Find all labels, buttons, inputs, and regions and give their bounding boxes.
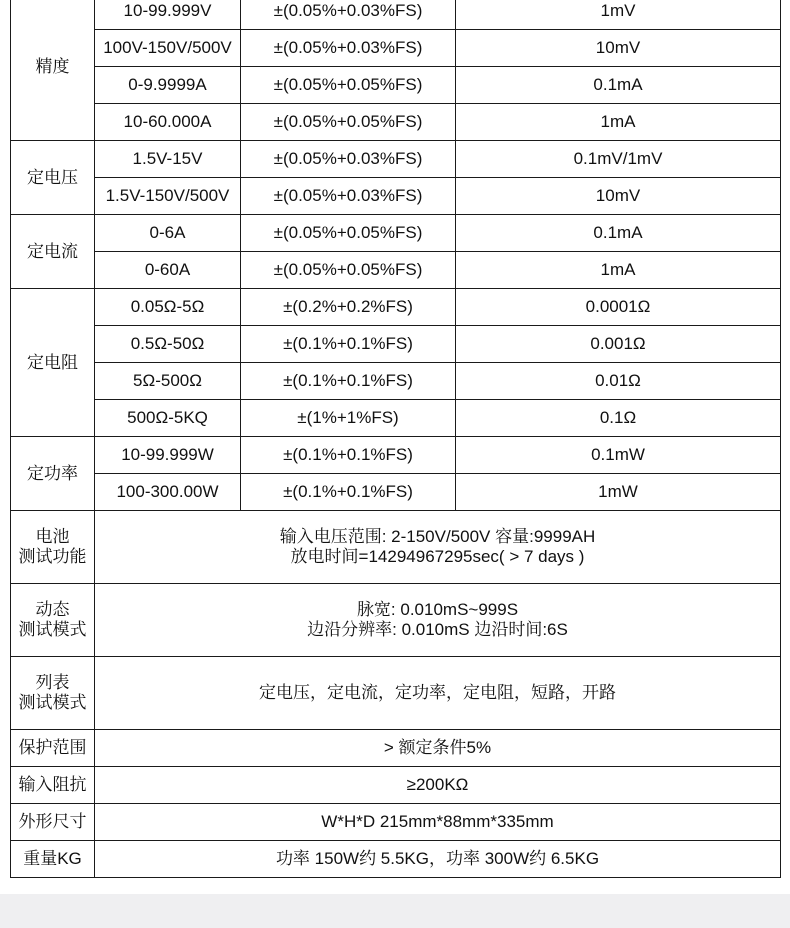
feature-row (11, 730, 781, 767)
range-cell: 500Ω-5KQ (95, 400, 241, 437)
category-cell: 定电阻 (11, 289, 95, 437)
resolution-cell: 0.1mA (456, 67, 781, 104)
feature-value-line: W*H*D 215mm*88mm*335mm (321, 812, 554, 831)
range-cell: 1.5V-150V/500V (95, 178, 241, 215)
spec-table-body (11, 0, 781, 878)
accuracy-cell: ±(0.1%+0.1%FS) (241, 363, 456, 400)
feature-value-cell (95, 584, 781, 657)
feature-label-line: 列表 (35, 673, 70, 692)
feature-value-line: 脉宽: 0.010mS~999S (356, 600, 519, 619)
bottom-margin (0, 894, 790, 928)
resolution-cell: 1mV (456, 0, 781, 30)
feature-value-cell (95, 511, 781, 584)
feature-label-line: 动态 (35, 600, 70, 619)
category-cell: 定功率 (11, 437, 95, 511)
spec-row (11, 326, 781, 363)
resolution-cell: 0.0001Ω (456, 289, 781, 326)
resolution-cell: 1mW (456, 474, 781, 511)
feature-label-cell (11, 657, 95, 730)
accuracy-cell: ±(0.2%+0.2%FS) (241, 289, 456, 326)
feature-label-line: 测试功能 (18, 547, 87, 566)
resolution-cell: 0.1Ω (456, 400, 781, 437)
feature-value-line: ≥200KΩ (406, 775, 469, 794)
resolution-cell: 10mV (456, 30, 781, 67)
range-cell: 10-99.999W (95, 437, 241, 474)
spec-table (10, 0, 781, 878)
feature-row (11, 584, 781, 657)
range-cell: 10-99.999V (95, 0, 241, 30)
feature-value-cell (95, 730, 781, 767)
feature-value-line: 边沿分辨率: 0.010mS 边沿时间:6S (307, 620, 568, 639)
range-cell: 100-300.00W (95, 474, 241, 511)
resolution-cell: 0.1mV/1mV (456, 141, 781, 178)
accuracy-cell: ±(0.05%+0.03%FS) (241, 0, 456, 30)
category-cell: 定电流 (11, 215, 95, 289)
feature-label-cell (11, 804, 95, 841)
feature-value-line: 定电压，定电流，定功率，定电阻，短路，开路 (259, 683, 616, 702)
feature-value-line: 输入电压范围: 2-150V/500V 容量:9999AH (279, 527, 596, 546)
spec-row (11, 67, 781, 104)
range-cell: 5Ω-500Ω (95, 363, 241, 400)
spec-row (11, 289, 781, 326)
range-cell: 0-9.9999A (95, 67, 241, 104)
spec-row (11, 437, 781, 474)
range-cell: 100V-150V/500V (95, 30, 241, 67)
spec-row (11, 178, 781, 215)
range-cell: 0-60A (95, 252, 241, 289)
spec-row (11, 474, 781, 511)
feature-value-line: > 额定条件5% (383, 738, 492, 757)
feature-label-line: 重量KG (23, 849, 82, 868)
feature-value-cell (95, 657, 781, 730)
spec-row (11, 30, 781, 67)
range-cell: 0.5Ω-50Ω (95, 326, 241, 363)
feature-label-line: 外形尺寸 (18, 812, 87, 831)
accuracy-cell: ±(0.05%+0.03%FS) (241, 141, 456, 178)
category-cell: 精度 (11, 0, 95, 141)
feature-label-cell (11, 584, 95, 657)
accuracy-cell: ±(0.1%+0.1%FS) (241, 326, 456, 363)
resolution-cell: 0.1mW (456, 437, 781, 474)
feature-row (11, 767, 781, 804)
range-cell: 0.05Ω-5Ω (95, 289, 241, 326)
feature-value-line: 功率 150W约 5.5KG，功率 300W约 6.5KG (275, 849, 600, 868)
feature-value-cell (95, 841, 781, 878)
resolution-cell: 1mA (456, 104, 781, 141)
range-cell: 10-60.000A (95, 104, 241, 141)
feature-row (11, 657, 781, 730)
accuracy-cell: ±(0.05%+0.05%FS) (241, 215, 456, 252)
accuracy-cell: ±(0.1%+0.1%FS) (241, 474, 456, 511)
feature-label-line: 测试模式 (18, 620, 87, 639)
feature-label-line: 测试模式 (18, 693, 87, 712)
accuracy-cell: ±(1%+1%FS) (241, 400, 456, 437)
range-cell: 1.5V-15V (95, 141, 241, 178)
resolution-cell: 1mA (456, 252, 781, 289)
spec-row (11, 0, 781, 30)
resolution-cell: 0.01Ω (456, 363, 781, 400)
resolution-cell: 0.1mA (456, 215, 781, 252)
feature-label-line: 保护范围 (18, 738, 87, 757)
spec-row (11, 400, 781, 437)
category-cell: 定电压 (11, 141, 95, 215)
accuracy-cell: ±(0.05%+0.03%FS) (241, 30, 456, 67)
feature-label-line: 输入阻抗 (18, 775, 87, 794)
feature-value-cell (95, 767, 781, 804)
feature-label-cell (11, 767, 95, 804)
accuracy-cell: ±(0.05%+0.05%FS) (241, 252, 456, 289)
spec-row (11, 363, 781, 400)
feature-row (11, 841, 781, 878)
feature-row (11, 511, 781, 584)
feature-row (11, 804, 781, 841)
spec-row (11, 141, 781, 178)
feature-label-line: 电池 (35, 527, 70, 546)
range-cell: 0-6A (95, 215, 241, 252)
accuracy-cell: ±(0.05%+0.03%FS) (241, 178, 456, 215)
accuracy-cell: ±(0.05%+0.05%FS) (241, 104, 456, 141)
feature-label-cell (11, 730, 95, 767)
resolution-cell: 10mV (456, 178, 781, 215)
feature-value-line: 放电时间=14294967295sec( > 7 days ) (290, 547, 585, 566)
feature-label-cell (11, 841, 95, 878)
spec-row (11, 215, 781, 252)
spec-row (11, 104, 781, 141)
accuracy-cell: ±(0.1%+0.1%FS) (241, 437, 456, 474)
spec-row (11, 252, 781, 289)
feature-value-cell (95, 804, 781, 841)
resolution-cell: 0.001Ω (456, 326, 781, 363)
accuracy-cell: ±(0.05%+0.05%FS) (241, 67, 456, 104)
feature-label-cell (11, 511, 95, 584)
